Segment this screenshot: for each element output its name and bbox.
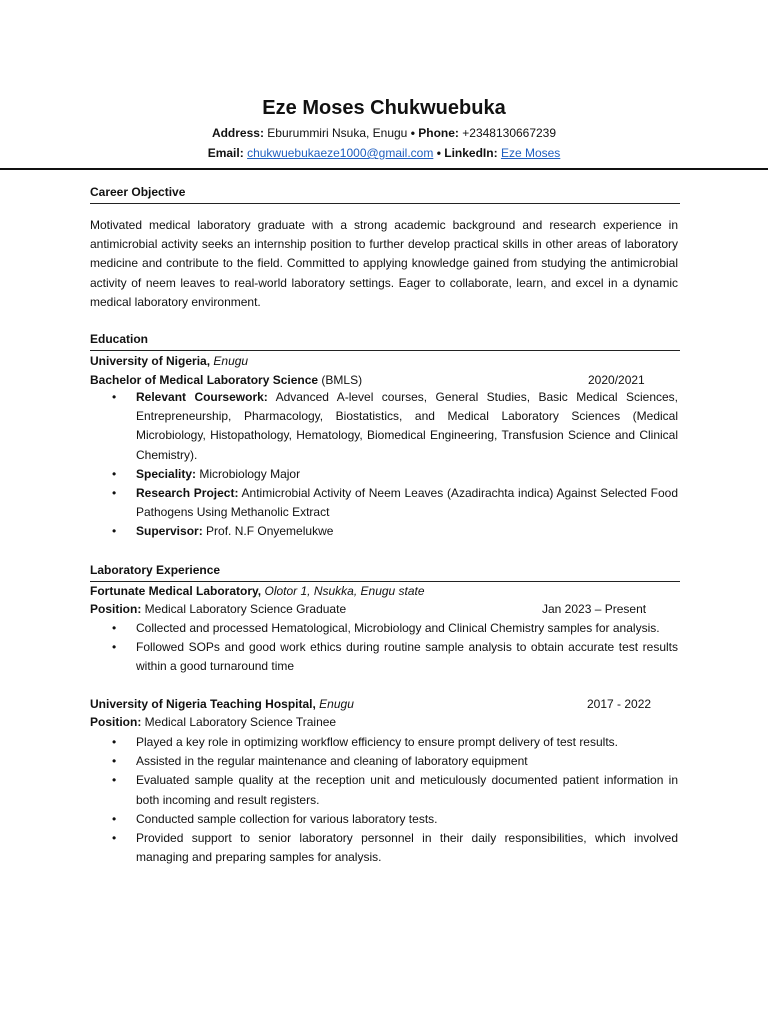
career-objective-heading: Career Objective bbox=[90, 185, 186, 199]
job-org-line bbox=[90, 583, 680, 599]
career-objective-text: Motivated medical laboratory graduate with a strong academic background and research experience in antimicrobial activity seeks an internship position to further develop practical skills in other areas of laboratory medicine and contribute to the field. Committed to applying knowledge gained from studying the antimicrobial activity of neem leaves to real-world laboratory settings. Eager to collaborate, learn, and excel in a dynamic medical laboratory environment. bbox=[90, 218, 678, 309]
job-location: Enugu bbox=[319, 697, 354, 711]
list-item: • Played a key role in optimizing workflow efficiency to ensure prompt delivery of test results. bbox=[90, 733, 678, 752]
list-item: • Speciality: Microbiology Major bbox=[90, 465, 678, 484]
separator: • bbox=[410, 126, 415, 140]
phone-value: +2348130667239 bbox=[462, 126, 557, 140]
education-institution bbox=[90, 353, 680, 369]
phone-label: Phone: bbox=[418, 126, 459, 140]
institution-name: University of Nigeria, bbox=[90, 354, 211, 368]
degree-abbr: (BMLS) bbox=[321, 373, 363, 387]
institution-location: Enugu bbox=[213, 354, 249, 368]
position-label: Position: bbox=[90, 602, 142, 616]
address-phone-line bbox=[0, 125, 768, 141]
job-duties-list bbox=[90, 733, 678, 867]
job-dates: Jan 2023 – Present bbox=[542, 602, 647, 616]
list-item: • Assisted in the regular maintenance and cleaning of laboratory equipment bbox=[90, 752, 678, 771]
list-item: • Research Project: Antimicrobial Activity of Neem Leaves (Azadirachta indica) Against Selected Food Pathogens Using Methanolic Extract bbox=[112, 486, 679, 520]
section-divider bbox=[90, 581, 680, 582]
email-label: Email: bbox=[207, 146, 244, 160]
bullet-icon: • bbox=[112, 754, 117, 769]
bullet-icon: • bbox=[112, 773, 117, 788]
header-divider bbox=[0, 168, 768, 170]
job-org: University of Nigeria Teaching Hospital, bbox=[90, 697, 316, 711]
bullet-icon: • bbox=[112, 640, 117, 655]
job-position: Medical Laboratory Science Trainee bbox=[144, 715, 337, 729]
list-item: • Collected and processed Hematological, Microbiology and Clinical Chemistry samples for analysis. bbox=[90, 619, 678, 638]
job-location: Olotor 1, Nsukka, Enugu state bbox=[264, 584, 425, 598]
linkedin-label: LinkedIn: bbox=[444, 146, 498, 160]
job-duties-list bbox=[90, 619, 678, 677]
list-item: • Relevant Coursework: Advanced A-level courses, General Studies, Basic Medical Sciences, Entrepreneurship, Pharmacology, Biostatistics, and Medical Laboratory Sciences (Medical Microbiology, Histopathology, Hematology, Biomedical Engineering, Transfusion Science and Clinical Chemistry). bbox=[112, 390, 679, 462]
bullet-icon: • bbox=[112, 524, 117, 539]
candidate-name: Eze Moses Chukwuebuka bbox=[262, 97, 506, 119]
section-divider bbox=[90, 203, 680, 204]
bullet-icon: • bbox=[112, 390, 117, 404]
job-org: Fortunate Medical Laboratory, bbox=[90, 584, 262, 598]
position-label: Position: bbox=[90, 715, 142, 729]
address-value: Eburummiri Nsuka, Enugu bbox=[267, 126, 408, 140]
job-position: Medical Laboratory Science Graduate bbox=[144, 602, 347, 616]
email-link[interactable]: chukwuebukaeze1000@gmail.com bbox=[247, 146, 434, 160]
job-dates: 2017 - 2022 bbox=[587, 697, 652, 711]
bullet-icon: • bbox=[112, 811, 117, 826]
list-item: • Conducted sample collection for various laboratory tests. bbox=[90, 810, 678, 829]
list-item: • Provided support to senior laboratory personnel in their daily responsibilities, which involved managing and preparing samples for analysis. bbox=[112, 831, 678, 865]
education-degree bbox=[90, 372, 680, 388]
bullet-icon: • bbox=[112, 486, 117, 501]
separator: • bbox=[436, 146, 441, 160]
job-position-line bbox=[90, 714, 680, 730]
bullet-icon: • bbox=[112, 831, 117, 846]
linkedin-link[interactable]: Eze Moses bbox=[500, 146, 561, 160]
section-divider bbox=[90, 350, 680, 351]
experience-heading: Laboratory Experience bbox=[90, 563, 221, 577]
degree-years: 2020/2021 bbox=[588, 373, 645, 387]
degree-name: Bachelor of Medical Laboratory Science bbox=[90, 373, 319, 387]
address-label: Address: bbox=[211, 126, 264, 140]
job-position-line bbox=[90, 601, 680, 617]
list-item: • Evaluated sample quality at the reception unit and meticulously documented patient information in both incoming and result registers. bbox=[112, 773, 678, 807]
education-details-list bbox=[90, 388, 678, 542]
email-linkedin-line bbox=[0, 145, 768, 161]
bullet-icon: • bbox=[112, 735, 117, 749]
education-heading: Education bbox=[90, 332, 149, 346]
bullet-icon: • bbox=[112, 621, 117, 635]
list-item: • Supervisor: Prof. N.F Onyemelukwe bbox=[90, 522, 678, 541]
bullet-icon: • bbox=[112, 466, 117, 481]
job-org-line bbox=[90, 696, 680, 712]
list-item: • Followed SOPs and good work ethics during routine sample analysis to obtain accurate test results within a good turnaround time bbox=[112, 640, 678, 674]
